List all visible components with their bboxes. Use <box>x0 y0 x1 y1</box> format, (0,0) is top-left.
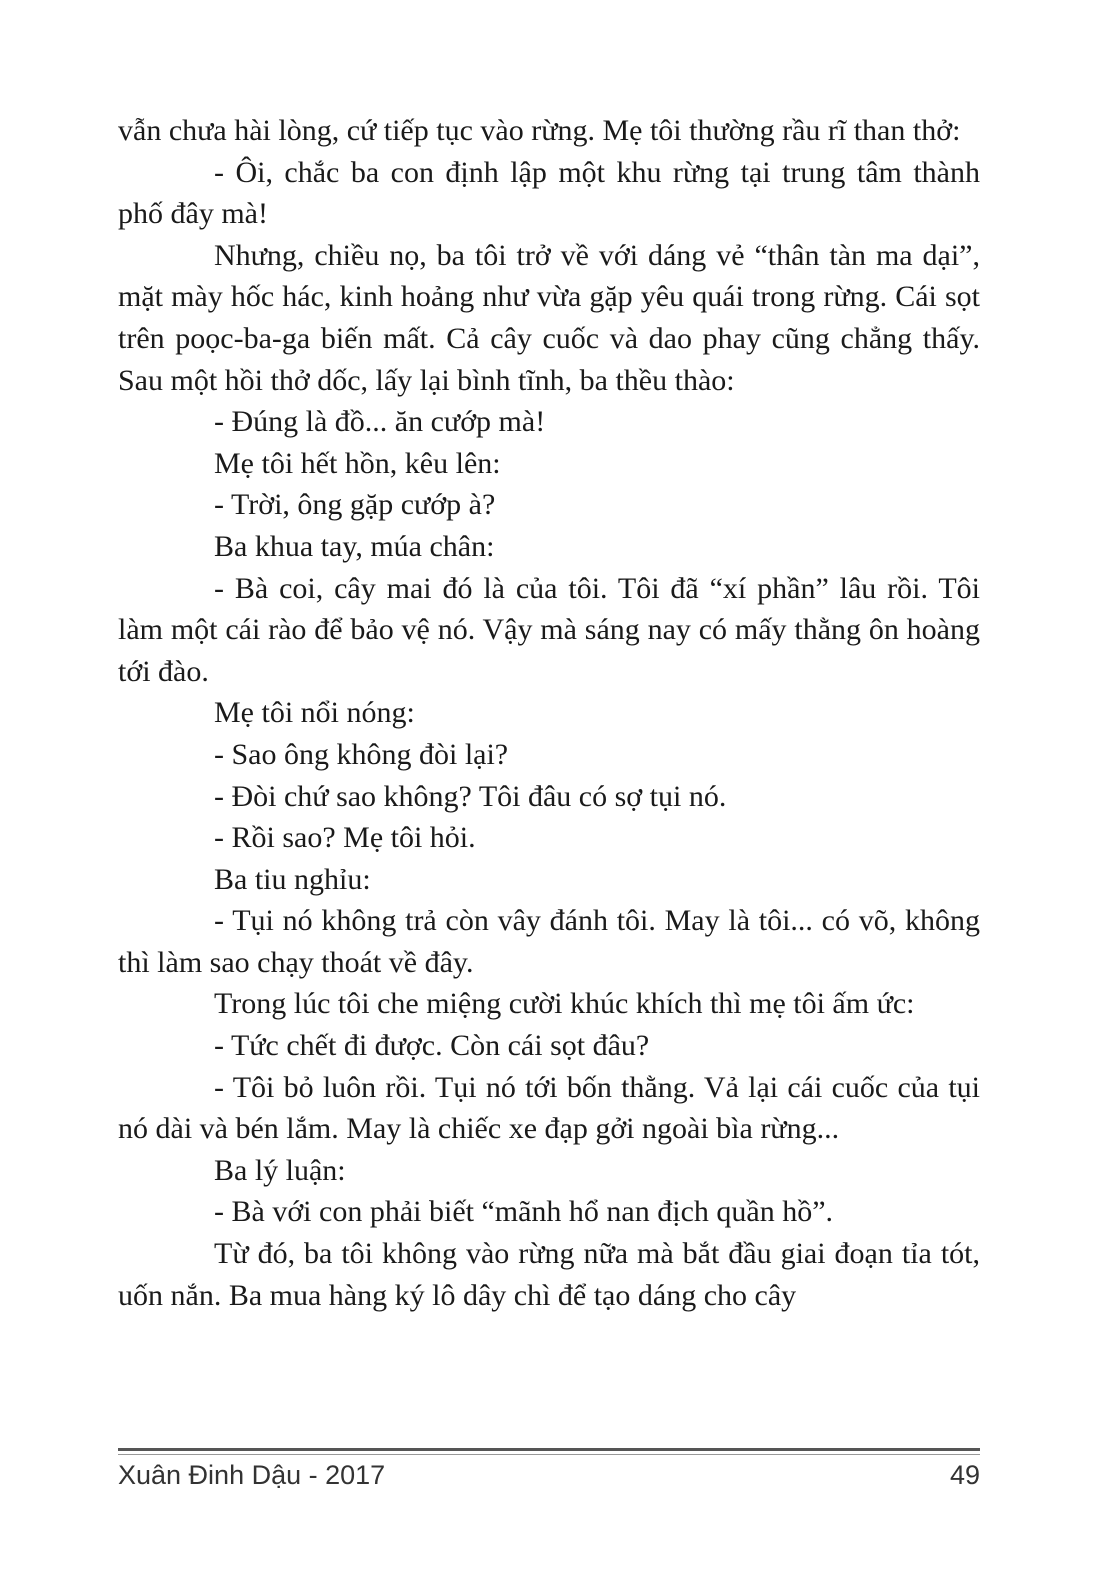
page-body <box>118 110 980 1316</box>
paragraph: - Bà coi, cây mai đó là của tôi. Tôi đã “xí phần” lâu rồi. Tôi làm một cái rào để bảo vệ nó. Vậy mà sáng nay có mấy thằng ôn hoàng tới đào. <box>118 571 980 688</box>
footer-divider <box>118 1448 980 1451</box>
paragraph: Ba khua tay, múa chân: <box>214 529 495 563</box>
paragraph: - Đòi chứ sao không? Tôi đâu có sợ tụi nó. <box>214 779 727 813</box>
footer-title: Xuân Đinh Dậu - 2017 <box>118 1460 386 1490</box>
paragraph: Mẹ tôi hết hồn, kêu lên: <box>214 446 501 480</box>
page-footer <box>118 1460 980 1491</box>
page-number: 49 <box>949 1460 980 1490</box>
paragraph: - Bà với con phải biết “mãnh hổ nan địch quần hồ”. <box>214 1195 834 1229</box>
paragraph: - Ôi, chắc ba con định lập một khu rừng tại trung tâm thành phố đây mà! <box>118 155 980 231</box>
paragraph: Ba lý luận: <box>214 1153 346 1187</box>
paragraph: - Sao ông không đòi lại? <box>214 737 509 771</box>
paragraph: - Tụi nó không trả còn vây đánh tôi. May là tôi... có võ, không thì làm sao chạy thoát về đây. <box>118 904 980 979</box>
footer-divider-thin <box>118 1454 980 1455</box>
paragraph: Từ đó, ba tôi không vào rừng nữa mà bắt đầu giai đoạn tỉa tót, uốn nắn. Ba mua hàng ký lô dây chì để tạo dáng cho cây <box>118 1237 980 1312</box>
paragraph: Ba tiu nghỉu: <box>214 862 371 896</box>
paragraph: - Tôi bỏ luôn rồi. Tụi nó tới bốn thằng. Vả lại cái cuốc của tụi nó dài và bén lắm. May là chiếc xe đạp gởi ngoài bìa rừng... <box>118 1070 980 1146</box>
paragraph: - Rồi sao? Mẹ tôi hỏi. <box>214 821 476 855</box>
paragraph: - Đúng là đồ... ăn cướp mà! <box>214 405 546 439</box>
paragraph: - Trời, ông gặp cướp à? <box>214 488 496 522</box>
paragraph: Mẹ tôi nổi nóng: <box>214 696 415 730</box>
paragraph: - Tức chết đi được. Còn cái sọt đâu? <box>214 1029 650 1063</box>
paragraph: Trong lúc tôi che miệng cười khúc khích thì mẹ tôi ấm ức: <box>214 987 915 1021</box>
paragraph: vẫn chưa hài lòng, cứ tiếp tục vào rừng. Mẹ tôi thường rầu rĩ than thở: <box>118 114 961 147</box>
paragraph: Nhưng, chiều nọ, ba tôi trở về với dáng vẻ “thân tàn ma dại”, mặt mày hốc hác, kinh hoảng như vừa gặp yêu quái trong rừng. Cái sọt trên poọc-ba-ga biến mất. Cả cây cuốc và dao phay cũng chẳng thấy. Sau một hồi thở dốc, lấy lại bình tĩnh, ba thều thào: <box>118 238 980 397</box>
